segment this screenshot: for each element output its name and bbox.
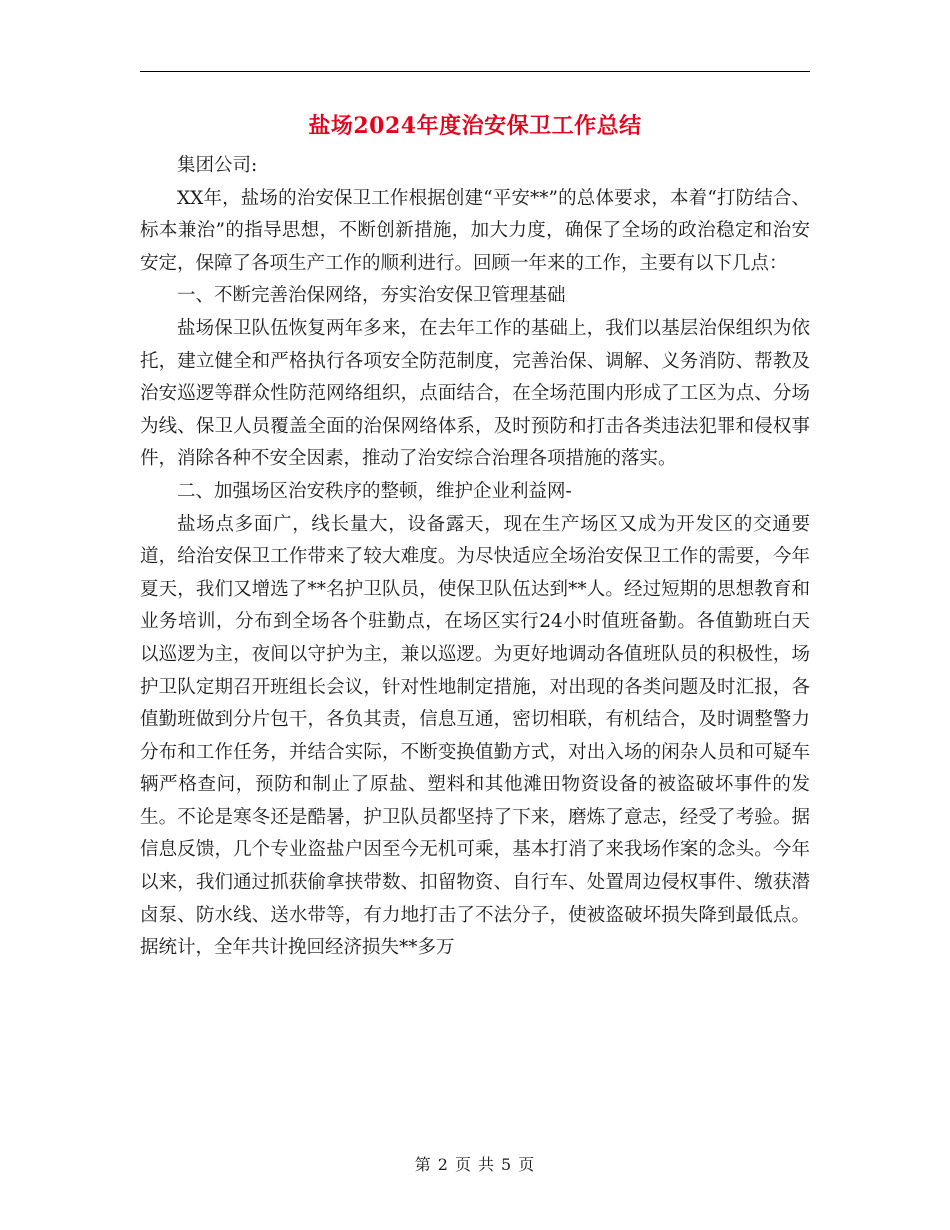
document-body [140, 150, 810, 965]
section-heading-2: 二、加强场区治安秩序的整顿，维护企业利益网- [177, 480, 572, 502]
footer-page-total: 5 [501, 1155, 513, 1174]
section-2-paragraph: 盐场点多面广，线长量大，设备露天，现在生产场区又成为开发区的交通要道，给治安保卫工作带来了较大难度。为尽快适应全场治安保卫工作的需要，今年夏天，我们又增选了**名护卫队员，使保卫队伍达到**人。经过短期的思想教育和业务培训，分布到全场各个驻勤点，在场区实行24小时值班备勤。各值勤班白天以巡逻为主，夜间以守护为主，兼以巡逻。为更好地调动各值班队员的积极性，场护卫队定期召开班组长会议，针对性地制定措施，对出现的各类问题及时汇报，各值勤班做到分片包干，各负其责，信息互通，密切相联，有机结合，及时调整警力分布和工作任务，并结合实际，不断变换值勤方式，对出入场的闲杂人员和可疑车辆严格查问，预防和制止了原盐、塑料和其他滩田物资设备的被盗破坏事件的发生。不论是寒冬还是酷暑，护卫队员都坚持了下来，磨炼了意志，经受了考验。据信息反馈，几个专业盗盐户因至今无机可乘，基本打消了来我场作案的念头。今年以来，我们通过抓获偷拿挟带数、扣留物资、自行车、处置周边侵权事件、缴获潜卤泵、防水线、送水带等，有力地打击了不法分子，使被盗破坏损失降到最低点。据统计，全年共计挽回经济损失**多万 [140, 513, 810, 959]
document-title: 盐场2024年度治安保卫工作总结 [308, 113, 642, 139]
salutation-paragraph: 集团公司: [177, 155, 258, 176]
section-heading-1: 一、不断完善治保网络，夯实治安保卫管理基础 [177, 285, 566, 307]
page-footer [0, 1152, 950, 1175]
intro-paragraph: XX年，盐场的治安保卫工作根据创建“平安**”的总体要求，本着“打防结合、标本兼治”的指导思想，不断创新措施，加大力度，确保了全场的政治稳定和治安安定，保障了各项生产工作的顺利进行。回顾一年来的工作，主要有以下几点： [140, 187, 810, 274]
footer-page-mid: 页 共 [454, 1155, 496, 1174]
section-1-paragraph: 盐场保卫队伍恢复两年多来，在去年工作的基础上，我们以基层治保组织为依托，建立健全和严格执行各项安全防范制度，完善治保、调解、义务消防、帮教及治安巡逻等群众性防范网络组织，点面结合，在全场范围内形成了工区为点、分场为线、保卫人员覆盖全面的治保网络体系，及时预防和打击各类违法犯罪和侵权事件，消除各种不安全因素，推动了治安综合治理各项措施的落实。 [140, 317, 810, 470]
footer-page-prefix: 第 [414, 1155, 432, 1174]
footer-page-suffix: 页 [518, 1155, 536, 1174]
header-rule [140, 71, 810, 72]
footer-page-number: 2 [437, 1155, 449, 1174]
